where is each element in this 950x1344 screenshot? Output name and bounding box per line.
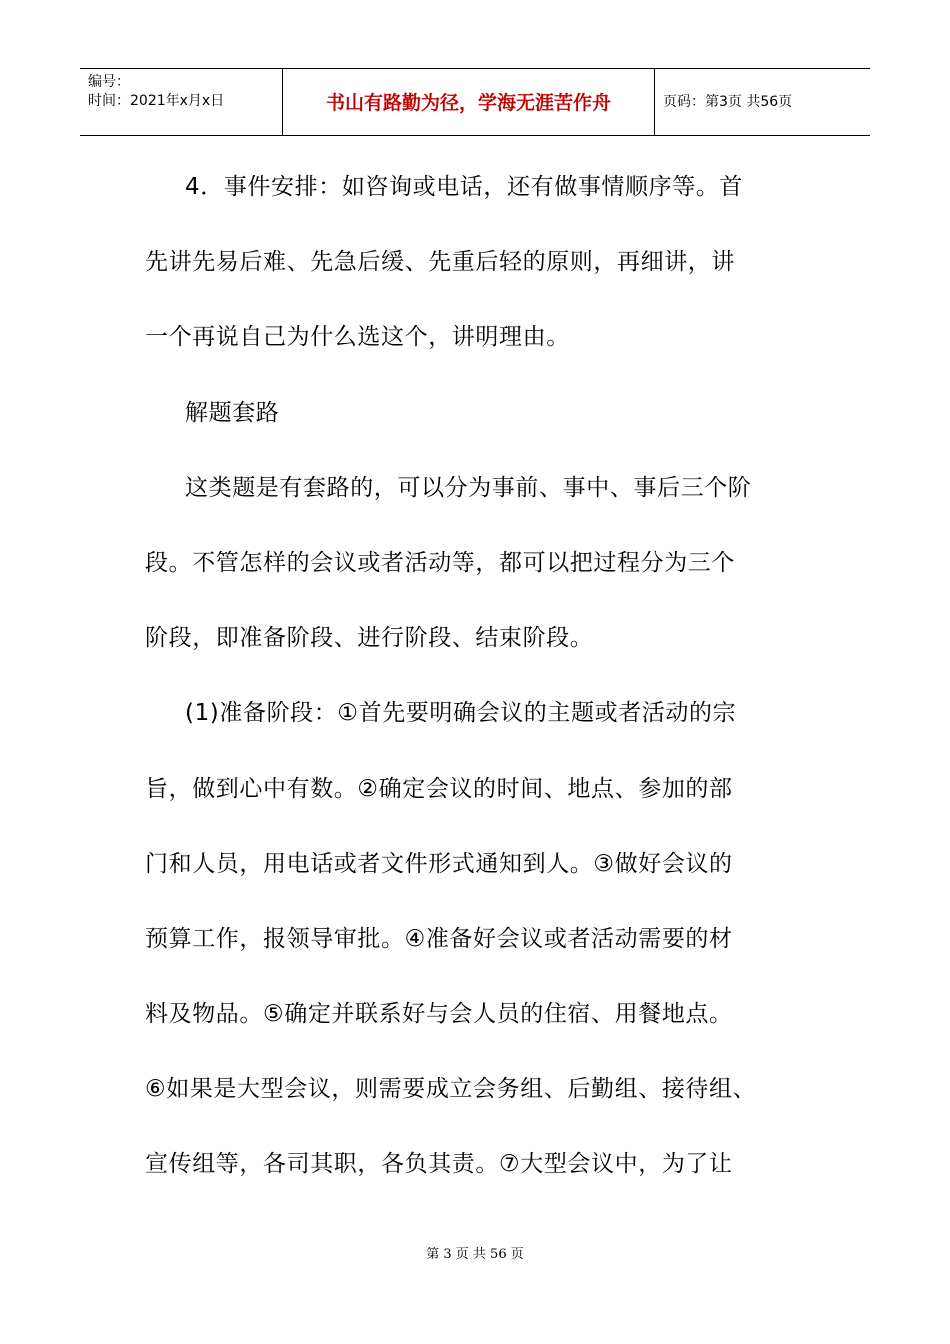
body-line: 旨，做到心中有数。②确定会议的时间、地点、参加的部 (145, 775, 733, 802)
header-table (80, 68, 870, 136)
body-line: 门和人员，用电话或者文件形式通知到人。③做好会议的 (145, 850, 733, 877)
body-line: 料及物品。⑤确定并联系好与会人员的住宿、用餐地点。 (145, 1001, 733, 1028)
header-motto-cell (283, 69, 655, 135)
body-line: ⑥如果是大型会议，则需要成立会务组、后勤组、接待组、 (145, 1076, 757, 1103)
page-footer: 第 3 页 共 56 页 (426, 1247, 524, 1262)
document-date-label: 时间：2021年x月x日 (88, 93, 225, 109)
body-line: (1)准备阶段：①首先要明确会议的主题或者活动的宗 (185, 700, 737, 727)
header-info-cell (80, 69, 283, 135)
body-line: 4．事件安排：如咨询或电话，还有做事情顺序等。首 (185, 174, 744, 200)
header-page-reference: 页码：第3页 共56页 (663, 94, 793, 110)
header-motto: 书山有路勤为径，学海无涯苦作舟 (325, 92, 611, 114)
document-body (145, 150, 815, 1203)
body-line: 这类题是有套路的，可以分为事前、事中、事后三个阶 (185, 474, 752, 501)
body-line: 先讲先易后难、先急后缓、先重后轻的原则，再细讲，讲 (145, 249, 735, 276)
body-line: 宣传组等，各司其职，各负其责。⑦大型会议中，为了让 (145, 1151, 733, 1178)
document-number-label: 编号： (88, 74, 130, 90)
header-page-cell (655, 69, 870, 135)
body-line: 预算工作，报领导审批。④准备好会议或者活动需要的材 (145, 925, 733, 952)
body-line: 一个再说自己为什么选这个，讲明理由。 (145, 324, 570, 351)
body-line: 阶段，即准备阶段、进行阶段、结束阶段。 (145, 625, 594, 652)
section-heading: 解题套路 (185, 399, 280, 426)
body-line: 段。不管怎样的会议或者活动等，都可以把过程分为三个 (145, 549, 735, 576)
